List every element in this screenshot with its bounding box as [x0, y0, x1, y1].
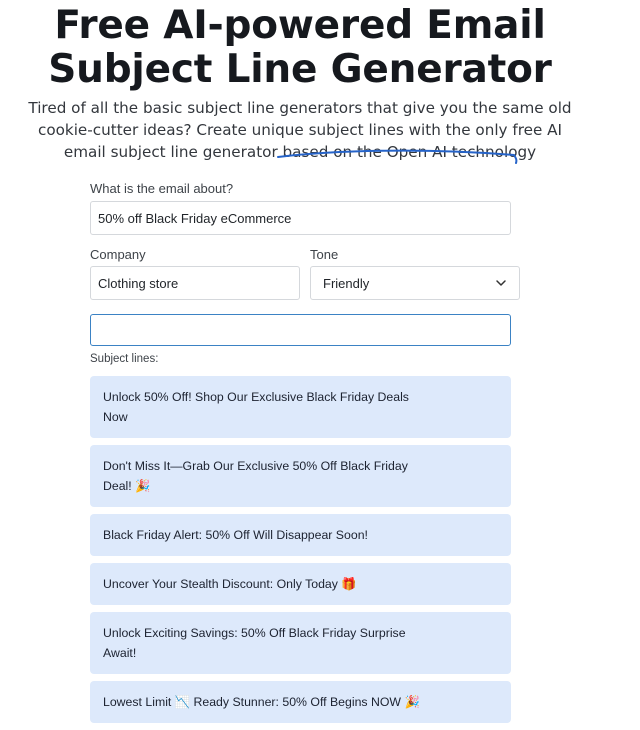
subject-line-text: Unlock 50% Off! Shop Our Exclusive Black Friday Deals Now [103, 390, 409, 424]
subject-line-text: Lowest Limit 📉 Ready Stunner: 50% Off Begins NOW 🎉 [103, 695, 420, 709]
chevron-down-icon [495, 277, 507, 289]
extra-input[interactable] [90, 314, 511, 346]
subject-line-card[interactable] [90, 514, 511, 556]
tone-selected-value: Friendly [323, 275, 370, 291]
subject-line-card[interactable] [90, 612, 511, 674]
tone-label: Tone [310, 247, 339, 262]
subject-line-text: Black Friday Alert: 50% Off Will Disappear Soon! [103, 528, 368, 542]
subject-line-card[interactable] [90, 563, 511, 605]
intro-line-3: email subject line generator based on the Open AI technology [63, 143, 537, 161]
company-tone-row [90, 247, 511, 300]
page-title [0, 4, 600, 92]
generator-form [90, 181, 511, 730]
subject-lines-list [90, 376, 511, 723]
topic-label: What is the email about? [90, 181, 234, 196]
subject-line-text: Don't Miss It—Grab Our Exclusive 50% Off Black Friday Deal! 🎉 [103, 459, 408, 493]
topic-input[interactable] [90, 201, 511, 235]
company-column [90, 247, 300, 300]
subject-line-card[interactable] [90, 445, 511, 507]
page-title-line-2: Subject Line Generator [48, 47, 552, 92]
subject-line-text: Uncover Your Stealth Discount: Only Today 🎁 [103, 577, 357, 591]
page-title-line-1: Free AI-powered Email [54, 3, 546, 48]
tone-select[interactable] [310, 266, 520, 300]
intro-line-1: Tired of all the basic subject line generators that give you the same old [28, 99, 572, 117]
company-input[interactable] [90, 266, 300, 300]
subject-line-card[interactable] [90, 376, 511, 438]
subject-lines-label: Subject lines: [90, 353, 159, 365]
handdrawn-underline [276, 148, 520, 166]
subject-line-text: Unlock Exciting Savings: 50% Off Black Friday Surprise Await! [103, 626, 406, 660]
subject-line-card[interactable] [90, 681, 511, 723]
tone-column [310, 247, 520, 300]
intro-line-2: cookie-cutter ideas? Create unique subject lines with the only free AI [37, 121, 562, 139]
company-label: Company [90, 247, 146, 262]
